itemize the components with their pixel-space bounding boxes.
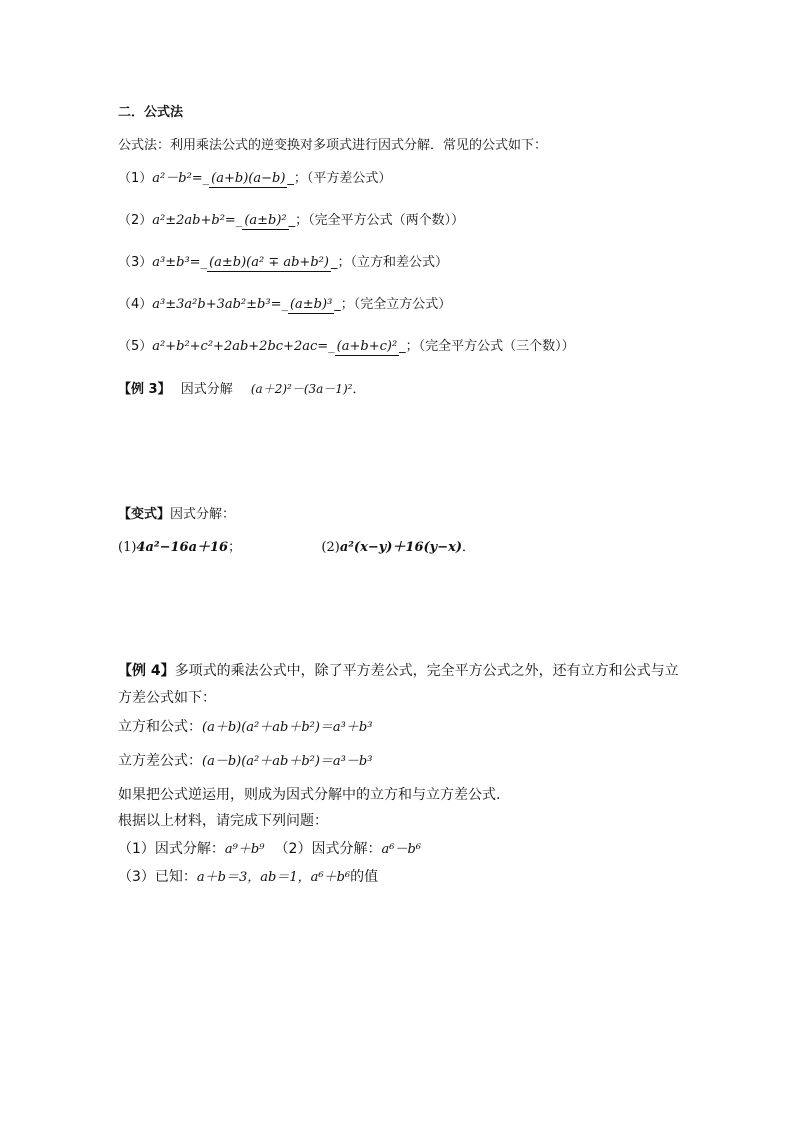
cube-sum-formula (118, 718, 372, 737)
formula-tail: _；（完全平方公式（三个数）） (399, 339, 575, 354)
question-3-label: （3）已知： (118, 869, 197, 885)
example-4-line-4 (118, 812, 328, 830)
cube-sum-label: 立方和公式： (118, 719, 202, 735)
variant-item-2-expression: a²(x−y)＋16(y−x) (339, 540, 463, 555)
example-4-line-2 (118, 689, 216, 707)
example-3-label: 【例 3】 (118, 382, 171, 397)
formula-item-1 (118, 170, 391, 188)
variant-heading (118, 506, 235, 524)
formula-answer: (a±b)(a² ∓ ab+b²) (209, 255, 329, 270)
section-intro (118, 137, 547, 155)
cube-diff-label: 立方差公式： (118, 753, 202, 769)
example-4-text-2: 方差公式如下： (118, 690, 216, 706)
variant-item-1-end: ； (228, 540, 242, 555)
variant-item-2-end: ． (462, 540, 476, 555)
cube-sum-expression: (a＋b)(a²＋ab＋b²)＝a³＋b³ (202, 720, 373, 735)
formula-number: （2） (118, 213, 153, 228)
variant-item-1-expression: 4a²−16a＋16 (136, 540, 229, 555)
variant-item-1-number: (1) (118, 540, 137, 555)
section-intro-text: 公式法：利用乘法公式的逆变换对多项式进行因式分解．常见的公式如下： (118, 138, 548, 153)
example-4-text-1: 多项式的乘法公式中，除了平方差公式，完全平方公式之外，还有立方和公式与立 (174, 663, 679, 679)
example-3 (118, 380, 365, 399)
formula-answer: (a+b+c)² (336, 339, 398, 354)
question-2-expression: a⁶－b⁶ (381, 842, 421, 857)
example-4-label: 【例 4】 (118, 663, 175, 679)
formula-number: （5） (118, 339, 153, 354)
formula-lhs: a²±2ab+b²=_ (152, 213, 243, 228)
formula-item-2 (118, 212, 464, 230)
formula-lhs: a³±b³=_ (152, 255, 208, 270)
formula-answer: (a+b)(a−b) (211, 171, 286, 186)
question-3-end: 的值 (350, 869, 379, 885)
formula-tail: _；（平方差公式） (287, 171, 392, 186)
variant-label: 【变式】 (118, 507, 171, 522)
example-4-question-3 (118, 868, 378, 887)
question-1-label: （1）因式分解： (118, 841, 225, 857)
variant-item-2-number: (2) (321, 540, 340, 555)
question-3-expression: a＋b＝3，ab＝1，a⁶＋b⁶ (196, 870, 351, 885)
example-4-text-4: 根据以上材料，请完成下列问题： (118, 813, 328, 829)
example-3-expression: (a＋2)²－(3a－1)² (250, 382, 353, 396)
example-4-line-1 (118, 662, 679, 680)
section-title-text: 二．公式法 (118, 105, 184, 120)
example-3-text: 因式分解 (180, 382, 233, 397)
question-1-expression: a⁹＋b⁹ (224, 842, 265, 857)
example-4-text-3: 如果把公式逆运用，则成为因式分解中的立方和与立方差公式. (118, 787, 501, 803)
formula-item-5 (118, 338, 575, 356)
formula-answer: (a±b)² (244, 213, 287, 228)
question-2-label: （2）因式分解： (274, 841, 382, 857)
formula-lhs: a³±3a²b+3ab²±b³=_ (152, 297, 288, 312)
section-title (118, 104, 183, 122)
formula-item-3 (118, 254, 448, 272)
formula-number: （3） (118, 255, 153, 270)
formula-number: （1） (118, 171, 153, 186)
cube-diff-formula (118, 752, 372, 771)
formula-lhs: a²+b²+c²+2ab+2bc+2ac=_ (152, 339, 335, 354)
variant-text: 因式分解： (170, 507, 236, 522)
example-3-end: ． (352, 382, 366, 397)
cube-diff-expression: (a－b)(a²＋ab＋b²)＝a³－b³ (202, 754, 373, 769)
variant-items (118, 539, 475, 557)
example-4-line-3 (118, 786, 500, 804)
example-4-questions-1-2 (118, 840, 421, 859)
formula-item-4 (118, 296, 451, 314)
formula-lhs: a²－b²=_ (152, 171, 210, 186)
formula-answer: (a±b)³ (289, 297, 333, 312)
formula-tail: _；（完全立方公式） (334, 297, 452, 312)
formula-number: （4） (118, 297, 153, 312)
formula-tail: _；（完全平方公式（两个数）） (288, 213, 465, 228)
formula-tail: _；（立方和差公式） (330, 255, 448, 270)
